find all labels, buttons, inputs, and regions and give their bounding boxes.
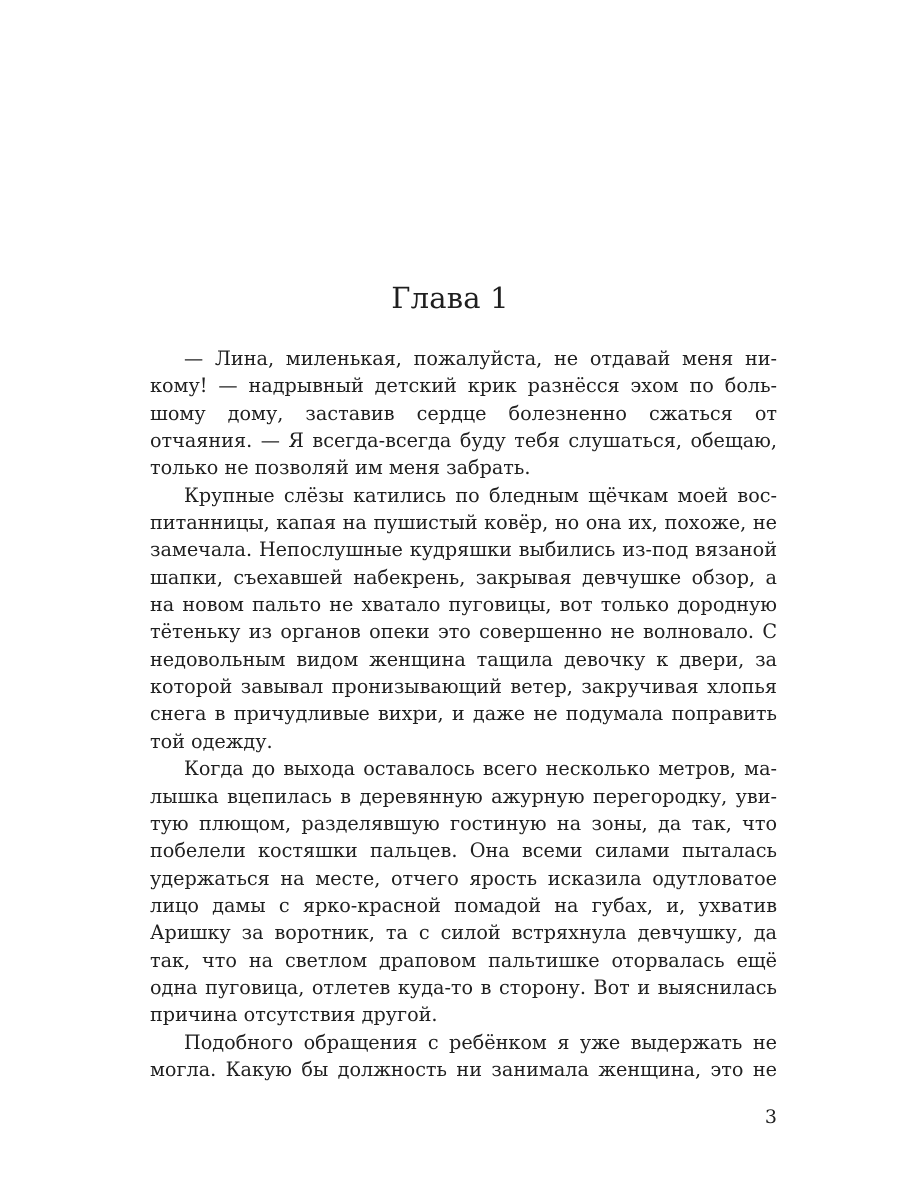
- paragraph-4: Подобного обращения с ребёнком я уже выдержать не могла. Какую бы должность ни занимала женщина, это не: [150, 1030, 777, 1081]
- paragraph-3: Когда до выхода оставалось всего несколько метров, малышка вцепилась в деревянную ажурную перегородку, увитую плющом, разделявшую гостиную на зоны, да так, что побелели костяшки пальцев. Она всеми силами пыталась удержаться на месте, отчего ярость исказила одутловатое лицо дамы с ярко-красной помадой на губах, и, ухватив Аришку за воротник, та с силой встряхнула девчушку, да так, что на светлом драповом пальтишке оторвалась ещё одна пуговица, отлетев куда-то в сторону. Вот и выяснилась причина отсутствия другой.: [150, 757, 777, 1027]
- paragraph-1: — Лина, миленькая, пожалуйста, не отдавай меня никому! — надрывный детский крик разнёсся эхом по большому дому, заставив сердце болезненно сжаться от отчаяния. — Я всегда-всегда буду тебя слушаться, обещаю, только не позволяй им меня забрать.: [150, 347, 777, 480]
- chapter-body: [150, 345, 777, 1083]
- page-number: 3: [764, 1106, 777, 1128]
- chapter-title: Глава 1: [391, 281, 509, 315]
- paragraph-2: Крупные слёзы катились по бледным щёчкам моей воспитанницы, капая на пушистый ковёр, но она их, похоже, не замечала. Непослушные кудряшки выбились из-под вязаной шапки, съехавшей набекрень, закрывая девчушке обзор, а на новом пальто не хватало пуговицы, вот только дородную тётеньку из органов опеки это совершенно не волновало. С недовольным видом женщина тащила девочку к двери, за которой завывал пронизывающий ветер, закручивая хлопья снега в причудливые вихри, и даже не подумала поправить той одежду.: [150, 483, 777, 753]
